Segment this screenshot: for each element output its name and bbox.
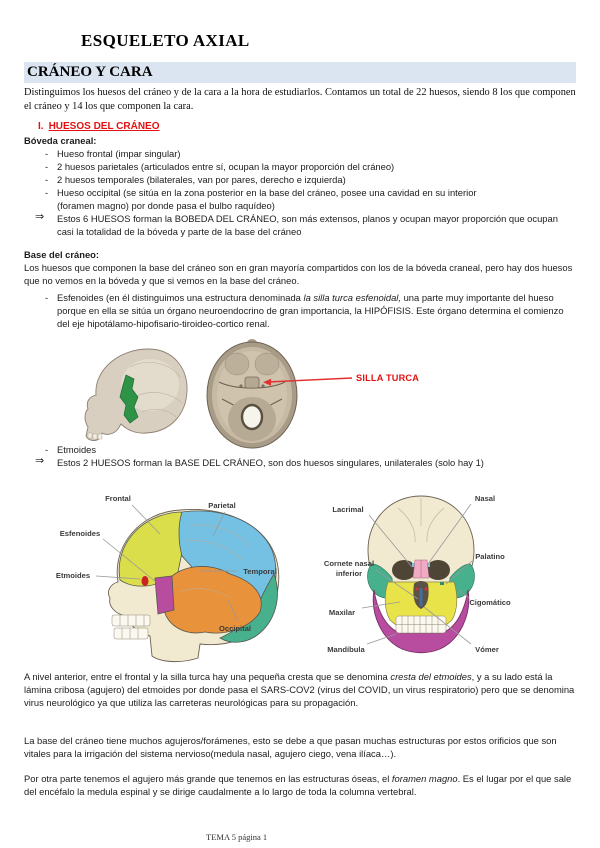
list-item — [24, 186, 489, 212]
boveda-label: Bóveda craneal: — [24, 135, 97, 146]
list-item — [24, 173, 576, 186]
esfenoides-text-italic: la silla turca esfenoidal, — [303, 292, 401, 303]
bullet-marker: - — [45, 161, 49, 172]
esfenoides-region — [155, 576, 174, 614]
silla-turca-structure — [245, 377, 259, 388]
paragraph-foramen-magno — [24, 772, 580, 798]
p1-italic: cresta del etmoides — [390, 671, 472, 682]
label-maxilar: Maxilar — [328, 608, 356, 617]
sagittal-skull-image — [85, 349, 187, 440]
note-text: Estos 6 HUESOS forman la BOBEDA DEL CRÁNEO, son más extensos, planos y ocupan mayor proporción que ocupan casi la totalidad de la bóveda y parte de la base del cráneo — [57, 213, 558, 237]
label-temporal: Temporal — [243, 567, 277, 576]
skull-base-image — [207, 339, 297, 448]
list-item-text: 2 huesos temporales (bilaterales, van por pares, derecho e izquierda) — [57, 174, 346, 185]
label-cornete-line1: Cornete nasal — [323, 559, 375, 568]
list-item-text: Etmoides — [57, 444, 97, 455]
p3-pre: Por otra parte tenemos el agujero más grande que tenemos en las estructuras óseas, el — [24, 773, 392, 784]
label-etmoides: Etmoides — [55, 571, 91, 580]
label-vomer: Vómer — [475, 645, 499, 654]
teeth-detail — [88, 433, 102, 439]
bullet-marker: - — [45, 444, 49, 455]
vomer-region — [420, 588, 423, 606]
label-cigomatico: Cigomático — [469, 598, 511, 607]
double-arrow-icon: ⇒ — [35, 455, 45, 467]
intro-paragraph: Distinguimos los huesos del cráneo y de la cara a la hora de estudiarlos. Contamos un total de 22 huesos, siendo 8 los que componen el cráneo y 14 los que componen la cara. — [24, 87, 576, 112]
bullet-marker: - — [45, 174, 49, 185]
foramen-magnum — [242, 405, 262, 429]
list-item-esfenoides — [24, 291, 574, 330]
lateral-skull-diagram — [50, 486, 330, 664]
base-intro-paragraph: Los huesos que componen la base del cráneo son en gran mayoría compartidos con los de la bóveda craneal, pero hay dos huesos que no vemos en la bóveda y que si vemos en la base del cráneo. — [24, 262, 573, 286]
bullet-marker: - — [45, 187, 49, 198]
label-esfenoides: Esfenoides — [59, 529, 101, 538]
label-cornete-line2: inferior — [335, 569, 363, 578]
label-occipital: Occipital — [218, 624, 252, 633]
list-item-text: Hueso occipital (se sitúa en la zona posterior en la base del cráneo, posee una cavidad en su interior (foramen magno) por donde pasa el bulbo raquídeo) — [57, 187, 477, 211]
double-arrow-icon: ⇒ — [35, 211, 45, 223]
label-frontal: Frontal — [105, 494, 131, 503]
bullet-marker: - — [45, 292, 49, 303]
label-parietal: Parietal — [208, 501, 236, 510]
esfenoides-text-post: una parte muy importante del hueso porque en ella se sitúa un órgano neuroendocrino de gran importancia, la HIPÓFISIS. Este órgano determina el comienzo del eje hipotálamo-hipofisario-tiroideo-cortico renal. — [57, 292, 564, 329]
bullet-marker: - — [45, 148, 49, 159]
label-nasal: Nasal — [474, 494, 496, 503]
p3-post: . Es el lugar por el que sale del encéfalo la medula espinal y se dirige caudalmente a lo largo de toda la columna vertebral. — [24, 773, 572, 797]
paragraph-foramenes: La base del cráneo tiene muchos agujeros/forámenes, esto se debe a que pasan muchas estructuras por estos orificios que son vitales para la irrigación del sistema nervioso(medula nasal, agujero ciego, vena ilíaca…). — [24, 735, 557, 759]
etmoides-region — [142, 576, 149, 586]
p1-post: , y a su lado está la lámina cribosa (agujero) del etmoides por donde pasa el SARS-COV2 (virus del COVID, un virus respiratorio) pero que se denomina virus neurológico ya que utiliza las carreteras neurológicas para su propagación. — [24, 671, 575, 708]
list-item — [24, 160, 576, 173]
frontal-skull-diagram — [320, 486, 600, 666]
esfenoides-text-pre: Esfenoides (en él distinguimos una estructura denominada — [57, 292, 304, 303]
sphenoid-figures — [30, 337, 570, 459]
list-item — [24, 147, 576, 160]
list-item-text: Hueso frontal (impar singular) — [57, 148, 181, 159]
page-footer: TEMA 5 página 1 — [206, 832, 268, 842]
palatino-region — [440, 582, 444, 585]
subheading-text: HUESOS DEL CRÁNEO — [48, 121, 160, 132]
label-lacrimal: Lacrimal — [332, 505, 364, 514]
section-heading: CRÁNEO Y CARA — [24, 62, 576, 83]
note-text: Estos 2 HUESOS forman la BASE DEL CRÁNEO, son dos huesos singulares, unilaterales (solo hay 1) — [57, 457, 484, 468]
cornete-left — [415, 587, 418, 590]
foramen-dot — [261, 384, 264, 387]
base-label: Base del cráneo: — [24, 249, 100, 260]
note-row — [24, 456, 576, 469]
foramen-dot — [239, 384, 242, 387]
subheading-huesos-craneo — [38, 120, 160, 133]
subheading-numeral: I. — [38, 121, 44, 132]
p1-pre: A nivel anterior, entre el frontal y la silla turca hay una pequeña cresta que se denomina — [24, 671, 391, 682]
page-title: ESQUELETO AXIAL — [81, 31, 250, 50]
list-item-etmoides — [24, 443, 576, 456]
silla-turca-label: SILLA TURCA — [356, 373, 420, 383]
cornete-right — [424, 587, 427, 590]
label-palatino: Palatino — [475, 552, 505, 561]
list-item-text: 2 huesos parietales (articulados entre sí, ocupan la mayor proporción del cráneo) — [57, 161, 395, 172]
label-mandibula: Mandíbula — [327, 645, 365, 654]
p3-italic: foramen magno — [391, 773, 458, 784]
paragraph-etmoides-cresta — [24, 670, 580, 709]
note-row — [24, 212, 576, 238]
